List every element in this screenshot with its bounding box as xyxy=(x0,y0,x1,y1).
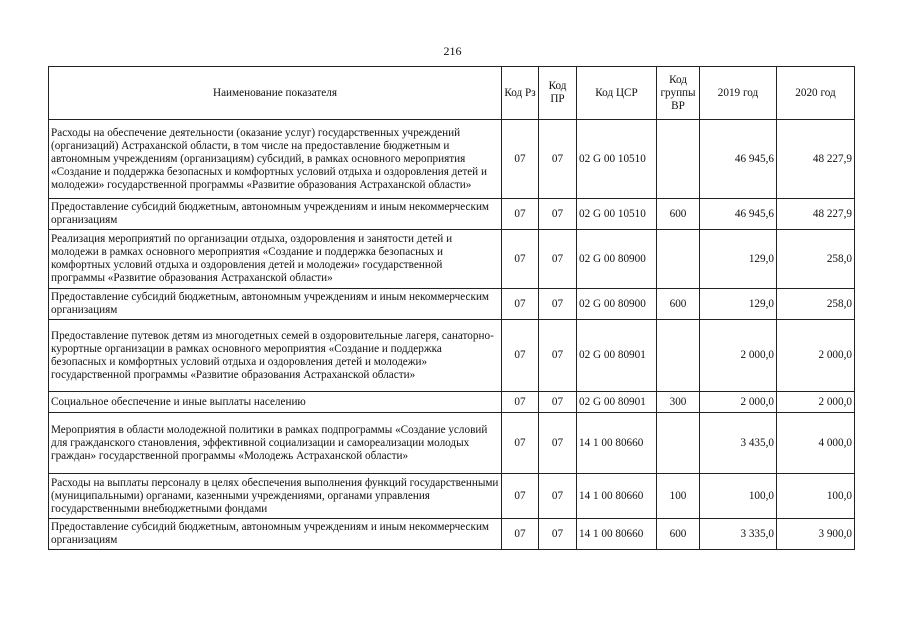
row-2019: 3 335,0 xyxy=(700,519,777,550)
row-2019: 129,0 xyxy=(700,289,777,320)
row-csr: 02 G 00 10510 xyxy=(577,120,657,199)
row-pr: 07 xyxy=(539,289,577,320)
row-name: Мероприятия в области молодежной политики в рамках подпрограммы «Создание условий для гражданского становления, эффективной социализации и самореализации молодых граждан» государственной программы «Молодежь Астраханской области» xyxy=(49,413,502,474)
table-row xyxy=(49,230,855,289)
header-2019: 2019 год xyxy=(700,67,777,120)
row-2019: 2 000,0 xyxy=(700,392,777,413)
row-name: Предоставление субсидий бюджетным, автономным учреждениям и иным некоммерческим организациям xyxy=(49,289,502,320)
row-csr: 02 G 00 80901 xyxy=(577,320,657,392)
table-row xyxy=(49,320,855,392)
row-vr: 600 xyxy=(657,199,700,230)
row-2019: 46 945,6 xyxy=(700,199,777,230)
row-rz: 07 xyxy=(502,474,539,519)
row-pr: 07 xyxy=(539,519,577,550)
table-row xyxy=(49,120,855,199)
row-2019: 129,0 xyxy=(700,230,777,289)
row-2020: 48 227,9 xyxy=(777,199,855,230)
header-2020: 2020 год xyxy=(777,67,855,120)
row-rz: 07 xyxy=(502,120,539,199)
row-2020: 258,0 xyxy=(777,230,855,289)
row-vr: 600 xyxy=(657,289,700,320)
row-rz: 07 xyxy=(502,320,539,392)
row-pr: 07 xyxy=(539,230,577,289)
row-csr: 14 1 00 80660 xyxy=(577,519,657,550)
table-row xyxy=(49,392,855,413)
row-csr: 14 1 00 80660 xyxy=(577,413,657,474)
row-2019: 3 435,0 xyxy=(700,413,777,474)
row-rz: 07 xyxy=(502,392,539,413)
header-name: Наименование показателя xyxy=(49,67,502,120)
row-name: Предоставление субсидий бюджетным, автономным учреждениям и иным некоммерческим организациям xyxy=(49,519,502,550)
row-2020: 258,0 xyxy=(777,289,855,320)
row-rz: 07 xyxy=(502,519,539,550)
table-row xyxy=(49,199,855,230)
row-name: Социальное обеспечение и иные выплаты населению xyxy=(49,392,502,413)
row-pr: 07 xyxy=(539,474,577,519)
row-csr: 14 1 00 80660 xyxy=(577,474,657,519)
row-name: Реализация мероприятий по организации отдыха, оздоровления и занятости детей и молодежи в рамках основного мероприятия «Создание и поддержка безопасных и комфортных условий отдыха и оздоровления детей и молодежи» государственной программы «Развитие образования Астраханской области» xyxy=(49,230,502,289)
row-rz: 07 xyxy=(502,199,539,230)
row-vr xyxy=(657,120,700,199)
table-row xyxy=(49,289,855,320)
table-row xyxy=(49,474,855,519)
row-name: Расходы на выплаты персоналу в целях обеспечения выполнения функций государственными (муниципальными) органами, казенными учреждениями, органами управления государственными внебюджетными фондами xyxy=(49,474,502,519)
row-2020: 100,0 xyxy=(777,474,855,519)
row-csr: 02 G 00 80900 xyxy=(577,289,657,320)
row-name: Предоставление путевок детям из многодетных семей в оздоровительные лагеря, санаторно-курортные организации в рамках основного мероприятия «Создание и поддержка безопасных и комфортных условий отдыха и оздоровления детей и молодежи» государственной программы «Развитие образования Астраханской области» xyxy=(49,320,502,392)
row-rz: 07 xyxy=(502,230,539,289)
row-pr: 07 xyxy=(539,413,577,474)
header-vr: Код группы ВР xyxy=(657,67,700,120)
row-2020: 2 000,0 xyxy=(777,320,855,392)
row-pr: 07 xyxy=(539,120,577,199)
row-vr xyxy=(657,320,700,392)
row-2019: 2 000,0 xyxy=(700,320,777,392)
row-2020: 48 227,9 xyxy=(777,120,855,199)
row-name: Расходы на обеспечение деятельности (оказание услуг) государственных учреждений (организаций) Астраханской области, в том числе на предоставление бюджетным и автономным учреждениям (организациям) субсидий, в рамках основного мероприятия «Создание и поддержка безопасных и комфортных условий отдыха и оздоровления детей и молодежи» государственной программы «Развитие образования Астраханской области» xyxy=(49,120,502,199)
row-vr xyxy=(657,230,700,289)
row-csr: 02 G 00 80900 xyxy=(577,230,657,289)
row-pr: 07 xyxy=(539,320,577,392)
header-csr: Код ЦСР xyxy=(577,67,657,120)
budget-table xyxy=(48,66,855,550)
header-pr: Код ПР xyxy=(539,67,577,120)
row-vr: 600 xyxy=(657,519,700,550)
row-2019: 100,0 xyxy=(700,474,777,519)
row-name: Предоставление субсидий бюджетным, автономным учреждениям и иным некоммерческим организациям xyxy=(49,199,502,230)
row-pr: 07 xyxy=(539,199,577,230)
row-2020: 3 900,0 xyxy=(777,519,855,550)
row-vr xyxy=(657,413,700,474)
header-rz: Код Рз xyxy=(502,67,539,120)
page-number: 216 xyxy=(443,44,462,58)
row-2019: 46 945,6 xyxy=(700,120,777,199)
row-csr: 02 G 00 10510 xyxy=(577,199,657,230)
row-2020: 2 000,0 xyxy=(777,392,855,413)
table-row xyxy=(49,413,855,474)
row-2020: 4 000,0 xyxy=(777,413,855,474)
row-csr: 02 G 00 80901 xyxy=(577,392,657,413)
row-rz: 07 xyxy=(502,413,539,474)
row-rz: 07 xyxy=(502,289,539,320)
table-header-row xyxy=(49,67,855,120)
table-row xyxy=(49,519,855,550)
row-vr: 100 xyxy=(657,474,700,519)
row-vr: 300 xyxy=(657,392,700,413)
row-pr: 07 xyxy=(539,392,577,413)
